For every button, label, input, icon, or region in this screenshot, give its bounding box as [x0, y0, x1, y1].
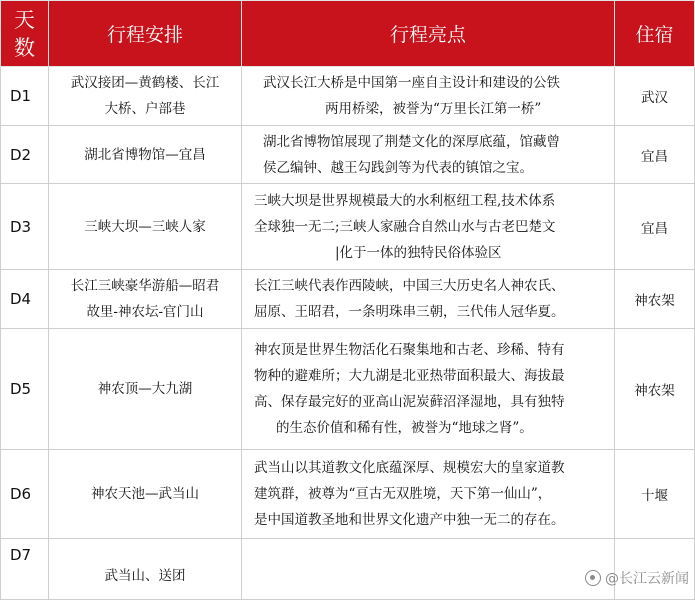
- plan-line: 神农天池—武当山: [91, 486, 199, 502]
- plan-line: 湖北省博物馆—宜昌: [84, 146, 206, 163]
- header-stay: 住宿: [615, 1, 695, 67]
- day-cell: D2: [1, 126, 49, 184]
- highlight-line: 屈原、王昭君，一条明珠串三朝，三代伟人冠华夏。: [254, 304, 565, 320]
- highlight-line: 长江三峡代表作西陵峡，中国三大历史名人神农氏、: [254, 278, 565, 294]
- stay-cell: 宜昌: [615, 184, 695, 270]
- plan-line: 武当山、送团: [104, 568, 186, 584]
- plan-cell: [49, 126, 242, 184]
- table-row: [1, 184, 695, 270]
- highlight-cell: [242, 270, 615, 329]
- stay-cell: 宜昌: [615, 126, 695, 184]
- highlight-line: 湖北省博物馆展现了荆楚文化的深厚底蕴，馆藏曾: [263, 133, 560, 150]
- plan-line: 故里-神农坛-官门山: [86, 304, 204, 320]
- day-cell: D3: [1, 184, 49, 270]
- stay-cell: 武汉: [615, 67, 695, 126]
- header-day-line2: 数: [14, 36, 35, 60]
- table-row: [1, 126, 695, 184]
- highlight-line: 建筑群，被尊为“亘古无双胜境，天下第一仙山”，: [254, 486, 552, 502]
- highlight-cell: [242, 126, 615, 184]
- highlight-cell: [242, 450, 615, 539]
- highlight-line: 是中国道教圣地和世界文化遗产中独一无二的存在。: [254, 512, 565, 528]
- highlight-cell: [242, 329, 615, 450]
- plan-cell: [49, 184, 242, 270]
- highlight-line: |化于一体的独特民俗体验区: [335, 244, 502, 261]
- table-row: [1, 329, 695, 450]
- highlight-cell: [242, 67, 615, 126]
- table-row: [1, 270, 695, 329]
- table-row: [1, 67, 695, 126]
- highlight-line: 两用桥梁，被誉为“万里长江第一桥”: [325, 101, 542, 117]
- stay-cell: 神农架: [615, 329, 695, 450]
- day-cell: D6: [1, 450, 49, 539]
- header-plan: 行程安排: [49, 1, 242, 67]
- plan-line: 神农顶—大九湖: [97, 381, 193, 397]
- highlight-line: 神农顶是世界生物活化石聚集地和古老、珍稀、特有: [254, 342, 565, 358]
- day-cell: D7: [1, 539, 49, 600]
- highlight-line: 武当山以其道教文化底蕴深厚、规模宏大的皇家道教: [254, 460, 565, 476]
- plan-line: 长江三峡豪华游船—昭君: [70, 278, 220, 294]
- header-day: [1, 1, 49, 67]
- plan-line: 三峡大坝—三峡人家: [84, 218, 206, 235]
- header-row: [1, 1, 695, 67]
- highlight-cell: [242, 184, 615, 270]
- highlight-line: 高、保存最完好的亚高山泥炭藓沼泽湿地，具有独特: [254, 394, 565, 410]
- plan-cell: [49, 329, 242, 450]
- plan-cell: [49, 270, 242, 329]
- table-row: [1, 450, 695, 539]
- day-cell: D1: [1, 67, 49, 126]
- day-cell: D5: [1, 329, 49, 450]
- stay-cell: 十堰: [615, 450, 695, 539]
- watermark-text: @长江云新闻: [605, 571, 689, 587]
- plan-cell: [49, 67, 242, 126]
- highlight-line: 的生态价值和稀有性，被誉为“地球之肾”。: [276, 420, 533, 436]
- plan-line: 大桥、户部巷: [104, 101, 186, 117]
- plan-cell: [49, 450, 242, 539]
- highlight-line: 侯乙编钟、越王勾践剑等为代表的镇馆之宝。: [263, 159, 533, 176]
- header-highlights: 行程亮点: [242, 1, 615, 67]
- highlight-line: 武汉长江大桥是中国第一座自主设计和建设的公铁: [263, 75, 560, 91]
- plan-line: 武汉接团—黄鹤楼、长江: [70, 75, 220, 91]
- day-cell: D4: [1, 270, 49, 329]
- watermark: [585, 568, 689, 588]
- highlight-cell: [242, 539, 615, 600]
- changjiang-cloud-logo-icon: [585, 570, 601, 586]
- header-day-line1: 天: [14, 8, 35, 32]
- plan-cell: [49, 539, 242, 600]
- highlight-line: 全球独一无二;三峡人家融合自然山水与古老巴楚文: [254, 218, 556, 235]
- highlight-line: 三峡大坝是世界规模最大的水利枢纽工程,技术体系: [254, 192, 556, 209]
- stay-cell: 神农架: [615, 270, 695, 329]
- highlight-line: 物种的避难所；大九湖是北亚热带面积最大、海拔最: [254, 368, 565, 384]
